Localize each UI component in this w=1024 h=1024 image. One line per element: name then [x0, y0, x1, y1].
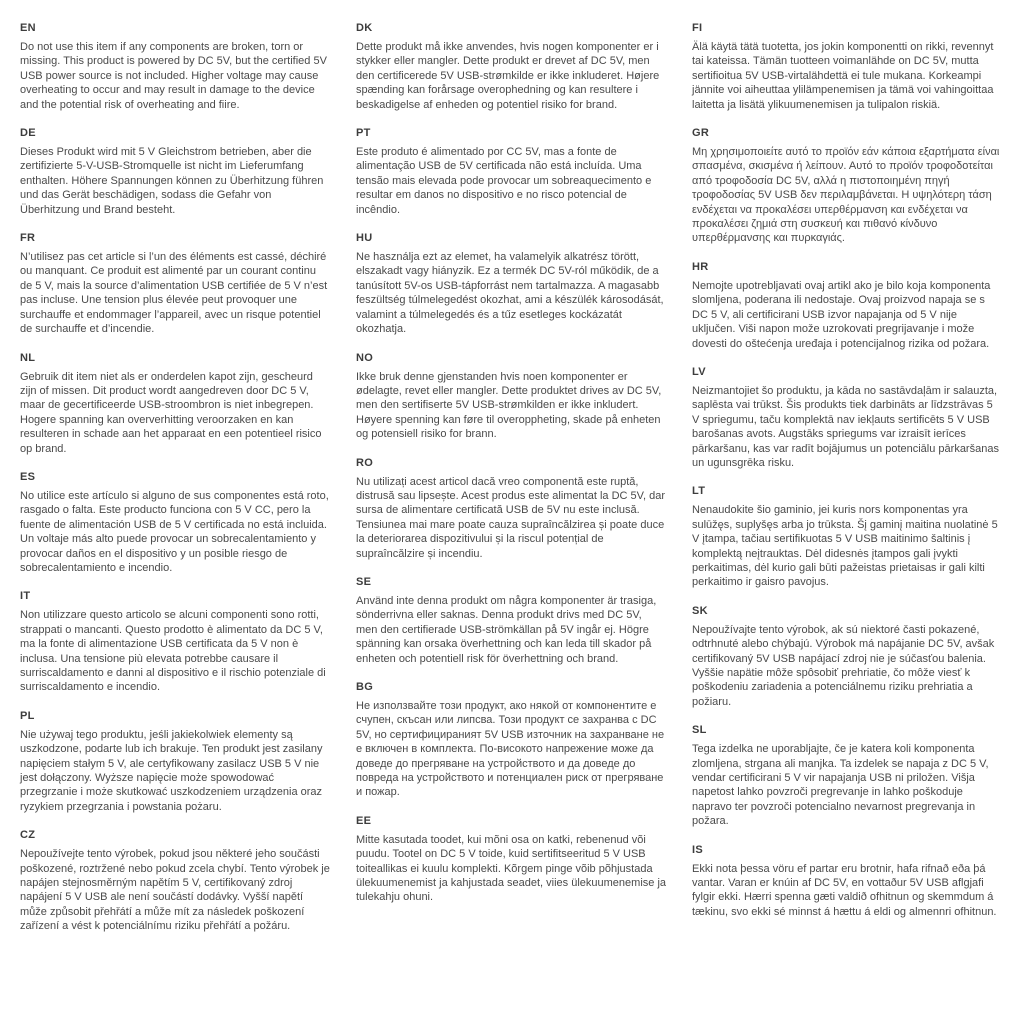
language-text: Dette produkt må ikke anvendes, hvis nogen komponenter er i stykker eller mangler. Dette produkt er drevet af DC 5V, men den certificerede 5V USB-strømkilde er ikke inkluderet. Højere spænding kan forårsage overophedning og kan resultere i beskadigelse af enheden og potentiel risiko for brand.	[356, 41, 660, 111]
language-section-ee	[356, 815, 666, 905]
language-text: Este produto é alimentado por CC 5V, mas a fonte de alimentação USB de 5V certificada não está incluída. Uma tensão mais elevada pode provocar um sobreaquecimento e resultar em danos no dispositivo e no risco potencial de incêndio.	[356, 146, 652, 216]
language-text: Mitte kasutada toodet, kui mõni osa on katki, rebenenud või puudu. Tootel on DC 5 V toide, kuid sertifitseeritud 5 V USB toiteallikas ei kuulu komplekti. Kõrgem pinge võib põhjustada ülekuumenemist ja kahjustada seadet, viies ülekuumenemise ja tulekahju ohuni.	[356, 833, 667, 904]
language-text: Neizmantojiet šo produktu, ja kāda no sastāvdaļām ir salauzta, saplēsta vai trūkst. Šis produkts tiek darbināts ar līdzstrāvas 5 V spriegumu, taču komplektā nav iekļauts sertificēts 5 V USB barošanas avots. Augstāks spriegums var izraisīt ierīces pārkaršanu, kas var radīt bojājumus un potenciālu pārkaršanas un ugunsgrēka risku.	[692, 384, 999, 469]
language-text: Tega izdelka ne uporabljajte, če je katera koli komponenta zlomljena, strgana ali manjka. Ta izdelek se napaja z DC 5 V, vendar certificirani 5 V vir napajanja USB ni priložen. Višja napetost lahko povzroči pregrevanje in lahko poškoduje napravo ter povzroči potencialno nevarnost pregrevanja in požara.	[692, 743, 989, 828]
language-code-heading: NL	[20, 351, 36, 364]
language-text: Ne használja ezt az elemet, ha valamelyik alkatrész törött, elszakadt vagy hiányzik. Ez a termék DC 5V-ról működik, de a tanúsított 5V-os USB-tápforrást nem tartalmazza. A magasabb feszültség túlmelegedést okozhat, ami a készülék károsodását, valamint a túlmelegedés és a tűz esetleges kockázatát okozhatja.	[356, 251, 664, 336]
language-section-dk	[356, 22, 666, 112]
language-code-heading: SK	[692, 604, 708, 617]
language-section-en	[20, 22, 330, 112]
language-text: Μη χρησιμοποιείτε αυτό το προϊόν εάν κάποια εξαρτήματα είναι σπασμένα, σκισμένα ή λείπουν. Αυτό το προϊόν τροφοδοτείται από τροφοδοσία DC 5V, αλλά η πιστοποιημένη πηγή τροφοδοσίας 5V USB δεν περιλαμβάνεται. Η υψηλότερη τάση ενδέχεται να προκαλέσει υπερθέρμανση και ενδέχεται να προκαλέσει ζημιά στη συσκευή και πιθανό κίνδυνο υπερθέρμανσης και πυρκαγιάς.	[692, 146, 1000, 245]
language-text: Nu utilizați acest articol dacă vreo componentă este ruptă, distrusă sau lipsește. Acest produs este alimentat la DC 5V, dar sursa de alimentare certificată USB de 5V nu este inclusă. Tensiunea mai mare poate cauza supraîncălzirea și poate duce la deteriorarea dispozitivului și la riscul potențial de supraîncălzire și incendiu.	[356, 475, 665, 560]
language-section-it	[20, 590, 330, 694]
language-section-pl	[20, 710, 330, 814]
language-code-heading: IT	[20, 590, 31, 603]
language-code-heading: IS	[692, 843, 703, 856]
language-section-no	[356, 352, 666, 442]
language-code-heading: NO	[356, 351, 374, 364]
language-section-gr	[692, 127, 1002, 246]
language-section-se	[356, 576, 666, 666]
language-code-heading: RO	[356, 456, 374, 469]
language-code-heading: DE	[20, 127, 36, 140]
language-code-heading: LV	[692, 365, 706, 378]
language-text: Не използвайте този продукт, ако някой от компонентите е счупен, скъсан или липсва. Този продукт се захранва с DC 5V, но сертифицираният 5V USB източник на захранване не е включен в комплекта. По-високото напрежение може да доведе до прегряване на устройството и да доведе до повреда на устройството и потенциален риск от прегряване и пожар.	[356, 700, 665, 799]
language-text: Använd inte denna produkt om några komponenter är trasiga, sönderrivna eller saknas. Denna produkt drivs med DC 5V, men den certifierade USB-strömkällan på 5V ingår ej. Högre spänning kan orsaka överhettning och kan leda till skador på enheten och potentiell risk för överhettning och brand.	[356, 594, 657, 665]
language-section-fr	[20, 232, 330, 336]
language-code-heading: EN	[20, 22, 36, 34]
language-section-es	[20, 471, 330, 575]
language-text: Non utilizzare questo articolo se alcuni componenti sono rotti, strappati o mancanti. Questo prodotto è alimentato da DC 5 V, ma la fonte di alimentazione USB certificata da 5 V non è inclusa. Una tensione più elevata potrebbe causare il surriscaldamento e danni al dispositivo e il rischio potenziale di surriscaldamento e incendio.	[20, 609, 326, 694]
language-code-heading: DK	[356, 22, 373, 34]
language-section-hu	[356, 232, 666, 336]
language-text: Nepoužívajte tento výrobok, ak sú niektoré časti pokazené, odtrhnuté alebo chýbajú. Výrobok má napájanie DC 5V, avšak certifikovaný 5V USB napájací zdroj nie je súčasťou balenia. Vyššie napätie môže spôsobiť prehriatie, čo môže viesť k poškodeniu zariadenia a potenciálnemu riziku prehriatia a požiaru.	[692, 623, 995, 708]
column-2	[356, 22, 666, 1014]
language-section-lv	[692, 366, 1002, 470]
language-code-heading: EE	[356, 814, 372, 827]
language-text: N’utilisez pas cet article si l’un des éléments est cassé, déchiré ou manquant. Ce produit est alimenté par un courant continu de 5 V, mais la source d’alimentation USB certifiée de 5 V n’est pas incluse. Une tension plus élevée peut provoquer une surchauffe et endommager l’appareil, avec un risque potentiel de surchauffe et d’incendie.	[20, 251, 328, 336]
column-1	[20, 22, 330, 1014]
language-section-fi	[692, 22, 1002, 112]
language-text: Nepoužívejte tento výrobek, pokud jsou některé jeho součásti poškozené, roztržené nebo pokud zcela chybí. Tento výrobek je napájen stejnosměrným napětím 5 V, certifikovaný zdroj napájení 5 V USB ale není součástí dodávky. Vyšší napětí může způsobit přehřátí a může mít za následek poškození zařízení a vést k potenciálnímu riziku přehřátí a požáru.	[20, 848, 330, 933]
language-code-heading: BG	[356, 681, 374, 693]
language-code-heading: HR	[692, 260, 709, 273]
language-section-lt	[692, 485, 1002, 589]
language-section-ro	[356, 457, 666, 561]
language-code-heading: ES	[20, 470, 36, 483]
language-text: Nenaudokite šio gaminio, jei kuris nors komponentas yra sulūžęs, suplyšęs arba jo trūksta. Šį gaminį maitina nuolatinė 5 V įtampa, tačiau sertifikuotas 5 V USB maitinimo šaltinis į komplektą neįtrauktas. Dėl didesnės įtampos gali įvykti perkaitimas, dėl kurio gali būti pažeistas prietaisas ir gali kilti perkaitimo ir gaisro pavojus.	[692, 504, 998, 589]
language-text: Nie używaj tego produktu, jeśli jakiekolwiek elementy są uszkodzone, podarte lub ich brakuje. Ten produkt jest zasilany napięciem stałym 5 V, ale certyfikowany zasilacz USB 5 V nie jest dołączony. Wyższe napięcie może spowodować przegrzanie i może skutkować uszkodzeniem urządzenia oraz ryzykiem przegrzania i powstania pożaru.	[20, 728, 323, 813]
language-text: Älä käytä tätä tuotetta, jos jokin komponentti on rikki, revennyt tai kateissa. Tämän tuotteen voimanlähde on DC 5V, mutta sertifioitua 5V USB-virtalähdettä ei tule mukana. Korkeampi jännite voi aiheuttaa ylilämpenemisen ja tämä voi vahingoittaa laitetta ja lisätä ylikuumenemisen ja tulipalon riskiä.	[692, 41, 994, 111]
language-section-bg	[356, 681, 666, 800]
language-text: Dieses Produkt wird mit 5 V Gleichstrom betrieben, aber die zertifizierte 5-V-USB-Stromquelle ist nicht im Lieferumfang enthalten. Höhere Spannungen können zu Überhitzung führen und das Gerät beschädigen, sodass die Gefahr von Überhitzung und Brand besteht.	[20, 146, 324, 216]
language-code-heading: CZ	[20, 829, 36, 842]
language-section-is	[692, 844, 1002, 920]
language-text: Nemojte upotrebljavati ovaj artikl ako je bilo koja komponenta slomljena, poderana ili nedostaje. Ovaj proizvod napaja se s DC 5 V, ali certificirani USB izvor napajanja od 5 V nije uključen. Viši napon može uzrokovati pregrijavanje i može dovesti do oštećenja uređaja i potencijalnog rizika od požara.	[692, 279, 991, 350]
language-code-heading: GR	[692, 127, 710, 140]
language-section-sk	[692, 605, 1002, 709]
language-section-cz	[20, 829, 330, 933]
language-code-heading: HU	[356, 232, 373, 245]
language-code-heading: LT	[692, 485, 706, 498]
language-text: Ekki nota þessa vöru ef partar eru brotnir, hafa rifnað eða þá vantar. Varan er knúin af DC 5V, en vottaður 5V USB aflgjafi fylgir ekki. Hærri spenna gæti valdið ofhitnun og skemmdum á tækinu, svo ekki sé minnst á hættu á eldi og almennri ofhitnun.	[692, 862, 997, 918]
language-section-de	[20, 127, 330, 217]
language-code-heading: PL	[20, 709, 35, 722]
language-text: Ikke bruk denne gjenstanden hvis noen komponenter er ødelagte, revet eller mangler. Dette produktet drives av DC 5V, men den sertifiserte 5V USB-strømkilden er ikke inkludert. Høyere spenning kan føre til overoppheting, skade på enheten og potensiell risiko for brann.	[356, 370, 662, 441]
language-code-heading: SL	[692, 724, 707, 737]
language-code-heading: PT	[356, 127, 371, 140]
column-3	[692, 22, 1002, 1014]
language-section-sl	[692, 724, 1002, 828]
language-text: Do not use this item if any components are broken, torn or missing. This product is powered by DC 5V, but the certified 5V USB power source is not included. Higher voltage may cause overheating to occur and may result in damage to the device and the potential risk of overheating and fiire.	[20, 41, 327, 111]
language-text: Gebruik dit item niet als er onderdelen kapot zijn, gescheurd zijn of missen. Dit product wordt aangedreven door DC 5 V, maar de gecertificeerde USB-stroombron is niet inbegrepen. Hogere spanning kan oververhitting veroorzaken en kan resulteren in schade aan het apparaat en een potentieel risico op brand.	[20, 370, 322, 455]
language-section-pt	[356, 127, 666, 217]
language-text: No utilice este artículo si alguno de sus componentes está roto, rasgado o falta. Este producto funciona con 5 V CC, pero la fuente de alimentación USB de 5 V certificada no está incluida. Un voltaje más alto puede provocar un sobrecalentamiento y provocar daños en el dispositivo y un posible riesgo de sobrecalentamiento e incendio.	[20, 489, 329, 574]
language-code-heading: FR	[20, 232, 36, 245]
language-section-nl	[20, 352, 330, 456]
language-code-heading: SE	[356, 575, 372, 588]
language-section-hr	[692, 261, 1002, 351]
language-code-heading: FI	[692, 22, 703, 34]
